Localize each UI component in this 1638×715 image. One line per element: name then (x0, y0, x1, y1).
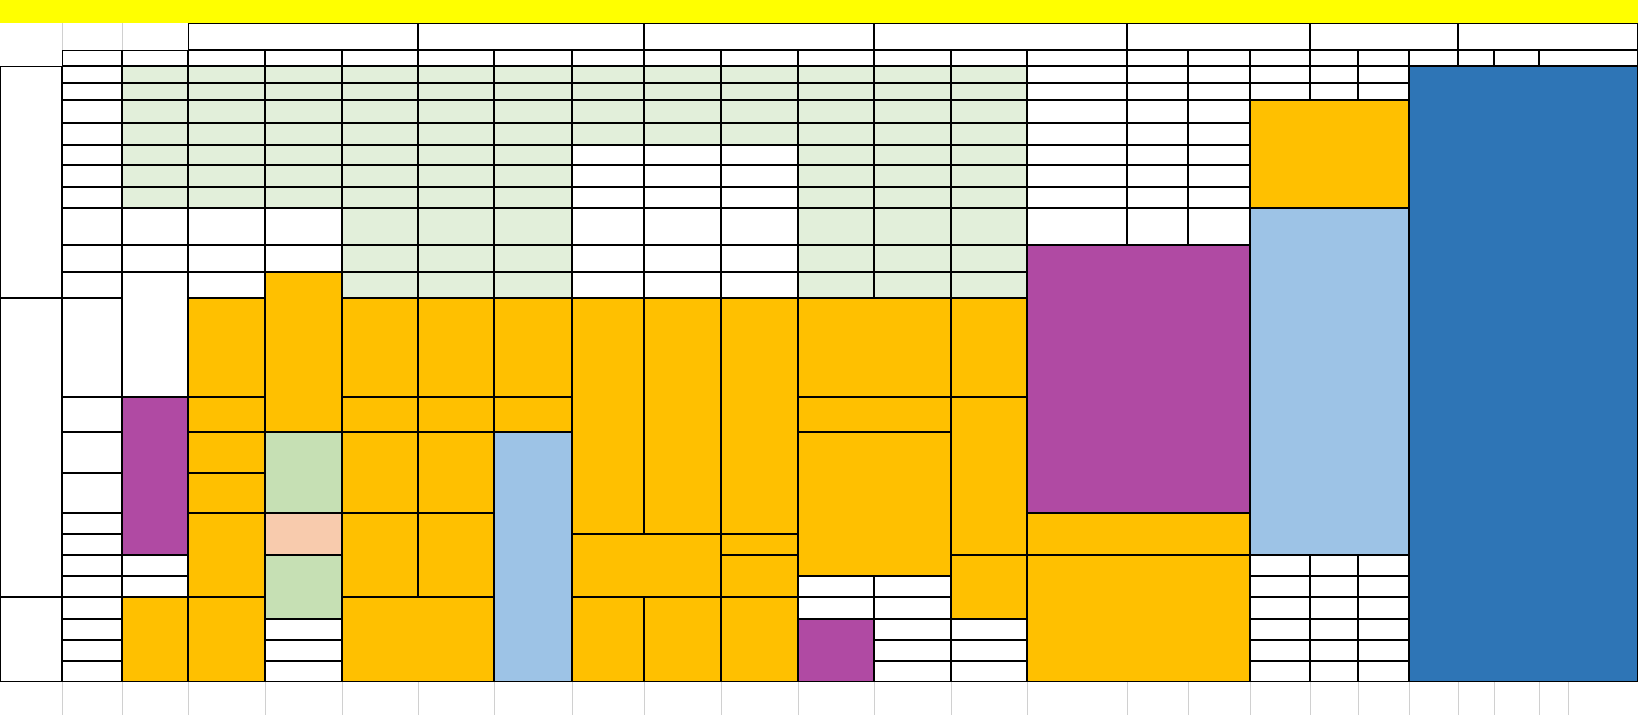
booking-cell (494, 66, 572, 83)
booking-cell (342, 165, 418, 187)
booking-cell (798, 576, 874, 597)
part-header (721, 50, 798, 66)
booking-cell (188, 123, 265, 145)
day-header (1310, 23, 1458, 50)
booking-cell (494, 432, 572, 682)
booking-cell (798, 208, 874, 245)
booking-cell (1027, 66, 1127, 83)
booking-cell (1127, 165, 1188, 187)
booking-cell (1250, 555, 1310, 576)
part-header (951, 50, 1027, 66)
booking-cell (572, 187, 644, 208)
period-number (62, 165, 122, 187)
booking-cell (644, 145, 721, 165)
booking-cell (1358, 597, 1409, 619)
booking-cell (418, 165, 494, 187)
booking-cell (951, 640, 1027, 661)
booking-cell (874, 145, 951, 165)
booking-cell (1409, 66, 1638, 682)
booking-cell (1027, 187, 1127, 208)
booking-cell (951, 272, 1027, 298)
booking-cell (572, 66, 644, 83)
booking-cell (1310, 83, 1358, 100)
booking-cell (1127, 100, 1188, 123)
booking-cell (572, 165, 644, 187)
day-header (1127, 23, 1310, 50)
booking-cell (1188, 165, 1250, 187)
booking-cell (1358, 83, 1409, 100)
booking-cell (951, 145, 1027, 165)
part-header-extra (1539, 50, 1638, 66)
part-header (494, 50, 572, 66)
booking-cell (721, 272, 798, 298)
booking-cell (188, 513, 265, 597)
booking-cell (1027, 145, 1127, 165)
booking-cell (644, 272, 721, 298)
date-label (0, 23, 62, 50)
booking-cell (951, 187, 1027, 208)
booking-cell (265, 123, 342, 145)
section-label (0, 597, 62, 682)
booking-cell (188, 145, 265, 165)
day-header (644, 23, 874, 50)
title-bar-left (0, 0, 62, 23)
booking-cell (418, 397, 494, 432)
booking-cell (721, 208, 798, 245)
booking-cell (1250, 208, 1409, 555)
part-header (1250, 50, 1310, 66)
booking-cell (644, 66, 721, 83)
booking-cell (721, 100, 798, 123)
period-number (62, 272, 122, 298)
period-number (62, 123, 122, 145)
booking-cell (1310, 640, 1358, 661)
booking-cell (122, 597, 188, 682)
booking-cell (418, 513, 494, 597)
booking-cell (342, 83, 418, 100)
part-header (1310, 50, 1358, 66)
booking-cell (572, 208, 644, 245)
booking-cell (265, 165, 342, 187)
booking-cell (644, 165, 721, 187)
period-number (62, 208, 122, 245)
booking-cell (798, 123, 874, 145)
booking-cell (418, 145, 494, 165)
booking-cell (418, 272, 494, 298)
booking-cell (1310, 661, 1358, 682)
booking-cell (1310, 619, 1358, 640)
booking-cell (1188, 208, 1250, 245)
booking-cell (188, 165, 265, 187)
booking-cell (265, 513, 342, 555)
booking-cell (342, 208, 418, 245)
booking-cell (342, 597, 494, 682)
booking-cell (1310, 66, 1358, 83)
part-header (342, 50, 418, 66)
booking-cell (188, 245, 265, 272)
booking-cell (342, 298, 418, 397)
booking-cell (188, 397, 265, 432)
booking-cell (951, 165, 1027, 187)
booking-cell (572, 298, 644, 534)
booking-cell (644, 245, 721, 272)
booking-cell (572, 123, 644, 145)
booking-cell (874, 165, 951, 187)
booking-cell (418, 208, 494, 245)
booking-cell (1027, 208, 1127, 245)
booking-cell (721, 555, 798, 597)
booking-cell (1188, 100, 1250, 123)
booking-cell (572, 597, 644, 682)
booking-cell (721, 66, 798, 83)
booking-cell (951, 66, 1027, 83)
booking-cell (1358, 619, 1409, 640)
booking-cell (188, 432, 265, 473)
booking-cell (188, 83, 265, 100)
booking-cell (342, 245, 418, 272)
booking-cell (265, 661, 342, 682)
booking-cell (265, 245, 342, 272)
booking-cell (342, 397, 418, 432)
booking-cell (798, 397, 951, 432)
booking-cell (874, 619, 951, 640)
booking-cell (874, 100, 951, 123)
period-number (62, 513, 122, 534)
booking-cell (122, 245, 188, 272)
booking-cell (342, 187, 418, 208)
booking-cell (122, 187, 188, 208)
part-header (798, 50, 874, 66)
booking-cell (951, 83, 1027, 100)
booking-cell (494, 145, 572, 165)
booking-cell (342, 66, 418, 83)
booking-cell (951, 619, 1027, 640)
booking-cell (122, 208, 188, 245)
booking-cell (1250, 619, 1310, 640)
booking-cell (644, 208, 721, 245)
booking-cell (721, 245, 798, 272)
booking-cell (874, 272, 951, 298)
booking-cell (342, 272, 418, 298)
booking-cell (265, 145, 342, 165)
period-number (62, 83, 122, 100)
booking-cell (644, 597, 721, 682)
part-header (1494, 50, 1539, 66)
booking-cell (798, 272, 874, 298)
booking-cell (494, 298, 572, 397)
part-header (418, 50, 494, 66)
period-number (62, 576, 122, 597)
booking-cell (1250, 66, 1310, 83)
booking-cell (122, 145, 188, 165)
period-number (62, 187, 122, 208)
booking-cell (1250, 83, 1310, 100)
booking-cell (874, 576, 951, 597)
booking-cell (418, 187, 494, 208)
booking-cell (122, 165, 188, 187)
booking-cell (418, 245, 494, 272)
booking-cell (1127, 83, 1188, 100)
period-number (62, 661, 122, 682)
booking-cell (874, 123, 951, 145)
part-header (644, 50, 721, 66)
booking-cell (1127, 123, 1188, 145)
booking-cell (572, 83, 644, 100)
period-number (62, 640, 122, 661)
part-header (122, 50, 188, 66)
booking-cell (265, 640, 342, 661)
booking-cell (1188, 145, 1250, 165)
booking-cell (1027, 165, 1127, 187)
booking-cell (572, 145, 644, 165)
period-number (62, 473, 122, 513)
booking-cell (265, 187, 342, 208)
booking-cell (188, 272, 265, 298)
booking-cell (874, 187, 951, 208)
booking-cell (798, 245, 874, 272)
booking-cell (265, 83, 342, 100)
period-number (62, 245, 122, 272)
period-number (62, 397, 122, 432)
booking-cell (188, 473, 265, 513)
booking-cell (572, 100, 644, 123)
booking-cell (418, 298, 494, 397)
booking-cell (1250, 640, 1310, 661)
booking-cell (951, 298, 1027, 397)
booking-cell (494, 100, 572, 123)
booking-cell (1250, 576, 1310, 597)
booking-cell (721, 187, 798, 208)
booking-cell (1127, 187, 1188, 208)
part-header (1358, 50, 1409, 66)
booking-cell (572, 534, 721, 597)
booking-cell (1358, 576, 1409, 597)
part-header (1127, 50, 1188, 66)
booking-cell (1250, 597, 1310, 619)
period-number (62, 534, 122, 555)
booking-cell (122, 272, 188, 397)
part-header (1458, 50, 1494, 66)
booking-cell (122, 123, 188, 145)
booking-cell (342, 123, 418, 145)
period-number (62, 597, 122, 619)
booking-cell (494, 123, 572, 145)
booking-cell (265, 555, 342, 619)
period-number (62, 555, 122, 576)
booking-cell (951, 123, 1027, 145)
booking-cell (1358, 661, 1409, 682)
day-header (418, 23, 644, 50)
booking-cell (1127, 145, 1188, 165)
booking-cell (798, 83, 874, 100)
booking-cell (1027, 513, 1250, 555)
booking-cell (721, 83, 798, 100)
booking-cell (188, 187, 265, 208)
booking-cell (122, 66, 188, 83)
booking-cell (418, 83, 494, 100)
booking-cell (1027, 245, 1250, 513)
booking-cell (874, 245, 951, 272)
booking-cell (418, 100, 494, 123)
booking-cell (494, 165, 572, 187)
header-period (62, 50, 122, 66)
booking-cell (188, 66, 265, 83)
booking-cell (342, 100, 418, 123)
booking-cell (644, 83, 721, 100)
booking-cell (721, 298, 798, 534)
booking-cell (644, 298, 721, 534)
booking-cell (265, 272, 342, 432)
booking-cell (418, 123, 494, 145)
booking-cell (265, 66, 342, 83)
booking-cell (874, 83, 951, 100)
booking-cell (265, 619, 342, 640)
booking-cell (494, 397, 572, 432)
booking-cell (798, 165, 874, 187)
sheet-title (62, 0, 1638, 23)
period-number (62, 66, 122, 83)
booking-cell (874, 640, 951, 661)
booking-cell (798, 187, 874, 208)
booking-cell (1127, 66, 1188, 83)
part-header (1409, 50, 1458, 66)
booking-cell (122, 555, 188, 576)
period-number (62, 298, 122, 397)
booking-cell (1188, 83, 1250, 100)
booking-cell (798, 145, 874, 165)
booking-cell (874, 66, 951, 83)
booking-cell (418, 66, 494, 83)
booking-cell (721, 165, 798, 187)
booking-cell (644, 100, 721, 123)
day-header (1458, 23, 1638, 50)
booking-cell (1188, 123, 1250, 145)
booking-cell (188, 100, 265, 123)
booking-cell (265, 208, 342, 245)
booking-cell (1027, 83, 1127, 100)
booking-cell (342, 145, 418, 165)
booking-cell (188, 597, 265, 682)
booking-cell (951, 208, 1027, 245)
booking-cell (122, 83, 188, 100)
booking-cell (188, 298, 265, 397)
booking-cell (798, 619, 874, 682)
booking-cell (418, 432, 494, 513)
booking-cell (798, 100, 874, 123)
booking-cell (644, 123, 721, 145)
booking-cell (951, 245, 1027, 272)
booking-cell (494, 245, 572, 272)
booking-cell (572, 272, 644, 298)
booking-cell (721, 597, 798, 682)
booking-cell (1358, 555, 1409, 576)
part-header (1188, 50, 1250, 66)
part-header (572, 50, 644, 66)
part-header (874, 50, 951, 66)
booking-cell (1127, 208, 1188, 245)
booking-cell (265, 432, 342, 513)
period-number (62, 100, 122, 123)
day-header (188, 23, 418, 50)
booking-cell (798, 432, 951, 576)
booking-cell (1358, 66, 1409, 83)
booking-cell (951, 100, 1027, 123)
booking-cell (1188, 187, 1250, 208)
part-header (188, 50, 265, 66)
part-header (265, 50, 342, 66)
booking-cell (951, 397, 1027, 555)
period-number (62, 145, 122, 165)
booking-cell (122, 100, 188, 123)
section-label (0, 66, 62, 298)
part-header (1027, 50, 1127, 66)
booking-cell (494, 187, 572, 208)
booking-cell (874, 597, 951, 619)
booking-cell (494, 208, 572, 245)
booking-cell (874, 661, 951, 682)
booking-cell (874, 208, 951, 245)
booking-cell (798, 597, 874, 619)
booking-cell (1358, 640, 1409, 661)
booking-cell (342, 513, 418, 597)
booking-cell (951, 555, 1027, 619)
day-header (874, 23, 1127, 50)
booking-cell (1027, 555, 1250, 682)
booking-cell (951, 661, 1027, 682)
booking-cell (1188, 66, 1250, 83)
booking-cell (644, 187, 721, 208)
booking-cell (1027, 123, 1127, 145)
booking-cell (721, 145, 798, 165)
period-number (62, 619, 122, 640)
booking-cell (721, 123, 798, 145)
booking-cell (122, 397, 188, 555)
booking-cell (1310, 576, 1358, 597)
booking-cell (1250, 100, 1409, 208)
booking-cell (1310, 597, 1358, 619)
period-number (62, 432, 122, 473)
booking-cell (721, 534, 798, 555)
booking-cell (188, 208, 265, 245)
booking-cell (494, 83, 572, 100)
booking-cell (1310, 555, 1358, 576)
booking-cell (122, 576, 188, 597)
booking-cell (798, 298, 951, 397)
booking-cell (572, 245, 644, 272)
booking-cell (494, 272, 572, 298)
section-label (0, 298, 62, 597)
booking-cell (798, 66, 874, 83)
booking-cell (1250, 661, 1310, 682)
booking-cell (265, 100, 342, 123)
booking-cell (342, 432, 418, 513)
booking-cell (1027, 100, 1127, 123)
